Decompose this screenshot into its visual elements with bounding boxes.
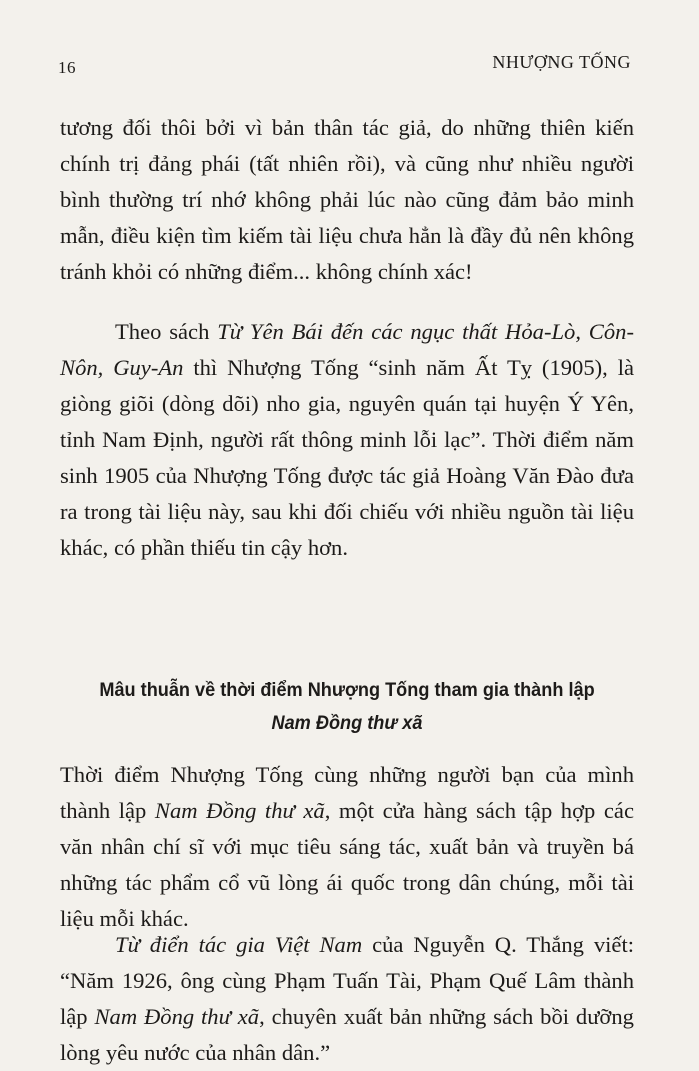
page-number: 16 xyxy=(58,58,76,77)
running-title: NHƯỢNG TỐNG xyxy=(492,52,631,72)
paragraph-4 xyxy=(60,927,634,1071)
paragraph-2-book-title: Từ Yên Bái đến các ngục thất Hỏa-Lò, Côn-Nôn, Guy-An xyxy=(60,319,634,380)
section-heading-lead: Mâu thuẫn về thời điểm Nhượng Tống tham gia thành lập xyxy=(99,679,595,701)
section-heading xyxy=(80,674,614,740)
paragraph-4-book-title: Từ điển tác gia Việt Nam xyxy=(115,932,363,957)
paragraph-1 xyxy=(60,110,634,290)
paragraph-2 xyxy=(60,314,634,566)
paragraph-2-rest: thì Nhượng Tống “sinh năm Ất Tỵ (1905), là giòng giõi (dòng dõi) nho gia, nguyên quán tại huyện Ý Yên, tỉnh Nam Định, người rất thông minh lỗi lạc”. Thời điểm năm sinh 1905 của Nhượng Tống được tác giả Hoàng Văn Đào đưa ra trong tài liệu này, sau khi đối chiếu với nhiều nguồn tài liệu khác, có phần thiếu tin cậy hơn. xyxy=(60,355,634,560)
paragraph-3-lead: Thời điểm Nhượng Tống cùng những người bạn của mình thành lập xyxy=(60,762,634,823)
paragraph-1-text: tương đối thôi bởi vì bản thân tác giả, do những thiên kiến chính trị đảng phái (tất nhiên rồi), và cũng như nhiều người bình thường trí nhớ không phải lúc nào cũng đảm bảo minh mẫn, điều kiện tìm kiếm tài liệu chưa hẳn là đầy đủ nên không tránh khỏi có những điểm... không chính xác! xyxy=(60,115,634,284)
paragraph-4-rest: , chuyên xuất bản những sách bồi dưỡng lòng yêu nước của nhân dân.” xyxy=(60,1004,634,1065)
paragraph-3 xyxy=(60,757,634,937)
paragraph-3-rest: , một cửa hàng sách tập hợp các văn nhân chí sĩ với mục tiêu sáng tác, xuất bản và truyền bá những tác phẩm cổ vũ lòng ái quốc trong dân chúng, mỗi tài liệu mỗi khác. xyxy=(60,798,634,931)
paragraph-4-middle: của Nguyễn Q. Thắng viết: “Năm 1926, ông cùng Phạm Tuấn Tài, Phạm Quế Lâm thành lập xyxy=(60,932,634,1029)
paragraph-2-lead: Theo sách xyxy=(115,319,218,344)
running-head xyxy=(58,50,631,76)
section-heading-italic: Nam Đồng thư xã xyxy=(271,712,423,734)
paragraph-3-italic: Nam Đồng thư xã xyxy=(154,798,325,823)
paragraph-4-italic: Nam Đồng thư xã xyxy=(94,1004,260,1029)
